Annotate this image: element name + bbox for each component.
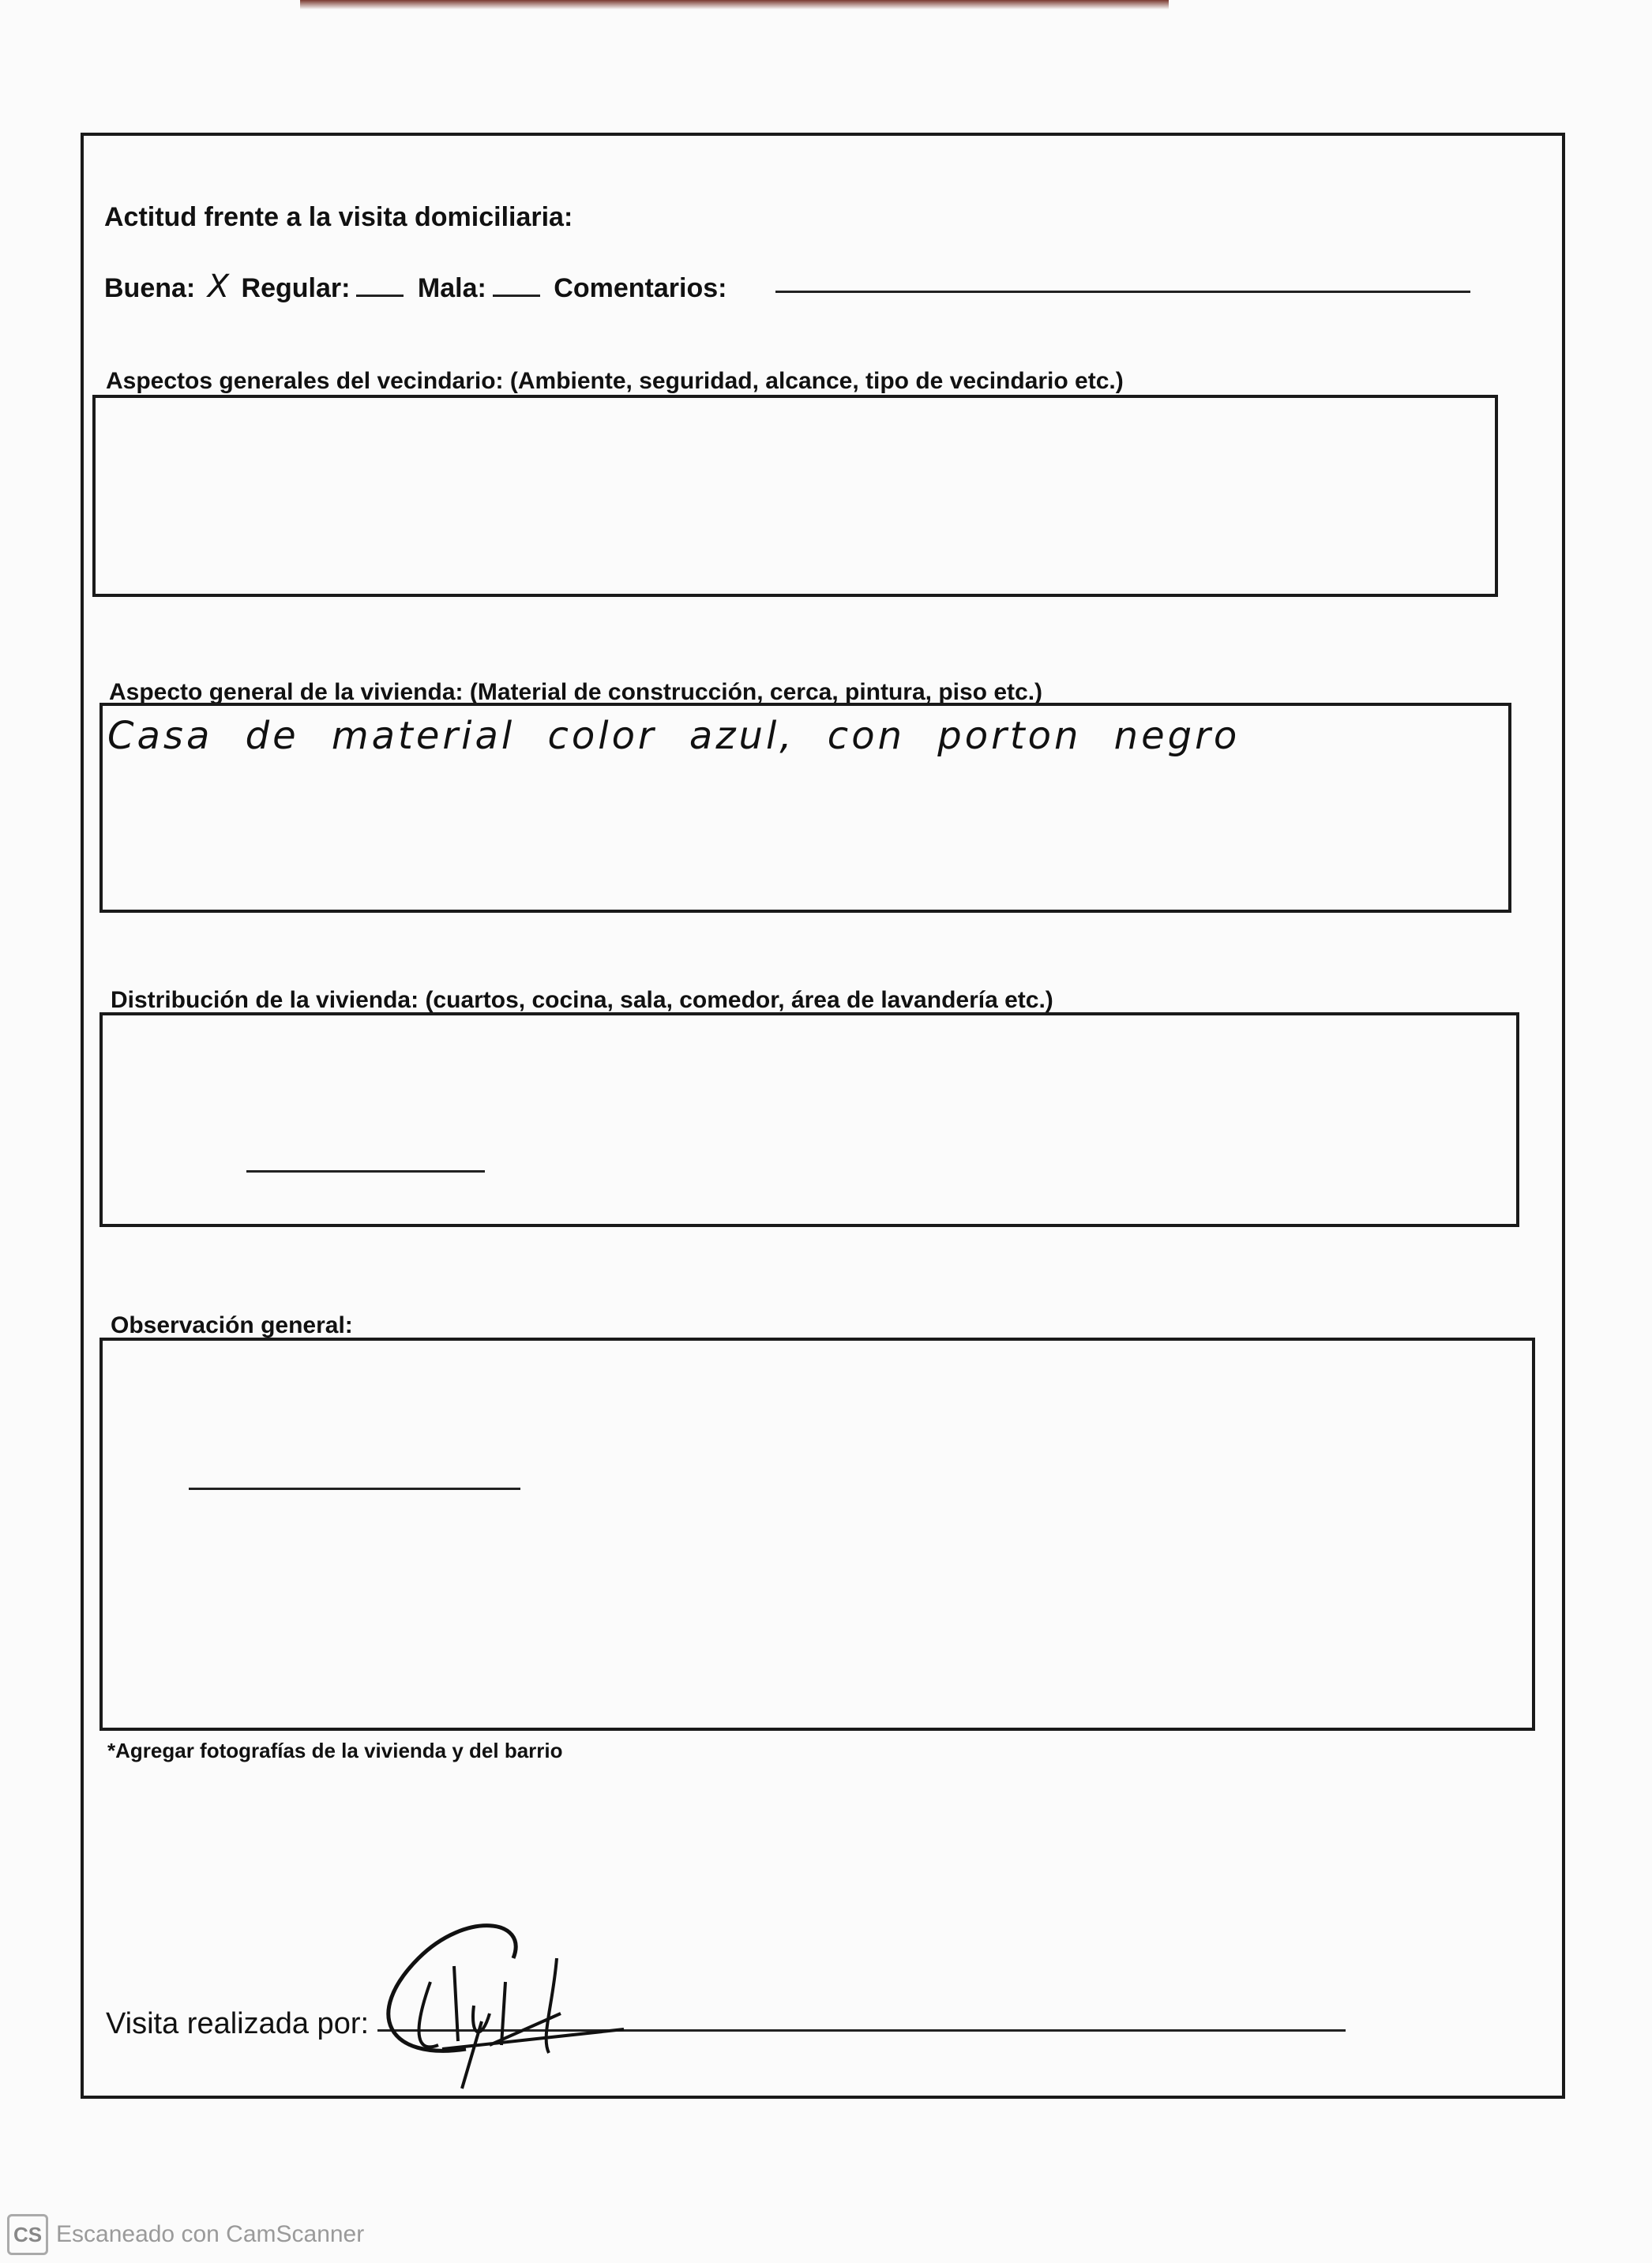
neighborhood-heading [106, 368, 1124, 395]
housing-label: Aspecto general de la vivienda: [109, 679, 464, 705]
camscanner-logo-icon: CS [7, 2214, 48, 2255]
housing-hint: (Material de construcción, cerca, pintura, piso etc.) [469, 679, 1043, 705]
buena-label: Buena: [104, 273, 196, 303]
attitude-title: Actitud frente a la visita domiciliaria: [104, 202, 573, 232]
camscanner-watermark [7, 2214, 364, 2255]
neighborhood-label: Aspectos generales del vecindario: [106, 368, 504, 394]
signature [371, 1911, 687, 2092]
distribution-heading [111, 987, 1053, 1014]
mala-blank[interactable] [493, 295, 540, 297]
distribution-label: Distribución de la vivienda: [111, 987, 419, 1013]
visit-by-label: Visita realizada por: [106, 2007, 370, 2040]
camscanner-text: Escaneado con CamScanner [56, 2221, 365, 2247]
neighborhood-hint: (Ambiente, seguridad, alcance, tipo de vecindario etc.) [509, 368, 1124, 394]
observation-dash [189, 1488, 520, 1490]
distribution-hint: (cuartos, cocina, sala, comedor, área de lavandería etc.) [425, 987, 1053, 1013]
scan-edge [300, 0, 1169, 9]
footnote: *Agregar fotografías de la vivienda y del barrio [107, 1739, 563, 1762]
attitude-row [104, 268, 727, 305]
housing-heading [109, 679, 1042, 706]
distribution-dash [246, 1170, 485, 1173]
regular-label: Regular: [241, 273, 351, 303]
regular-blank[interactable] [356, 295, 404, 297]
observation-label: Observación general: [111, 1312, 353, 1338]
observation-field[interactable] [99, 1338, 1535, 1731]
housing-handwritten-value: Casa de material color azul, con porton negro [107, 714, 1241, 758]
buena-mark[interactable]: X [207, 268, 230, 305]
comentarios-field[interactable] [775, 291, 1470, 293]
mala-label: Mala: [417, 273, 486, 303]
comentarios-label: Comentarios: [554, 273, 727, 303]
neighborhood-field[interactable] [92, 395, 1498, 597]
distribution-field[interactable] [99, 1012, 1519, 1227]
